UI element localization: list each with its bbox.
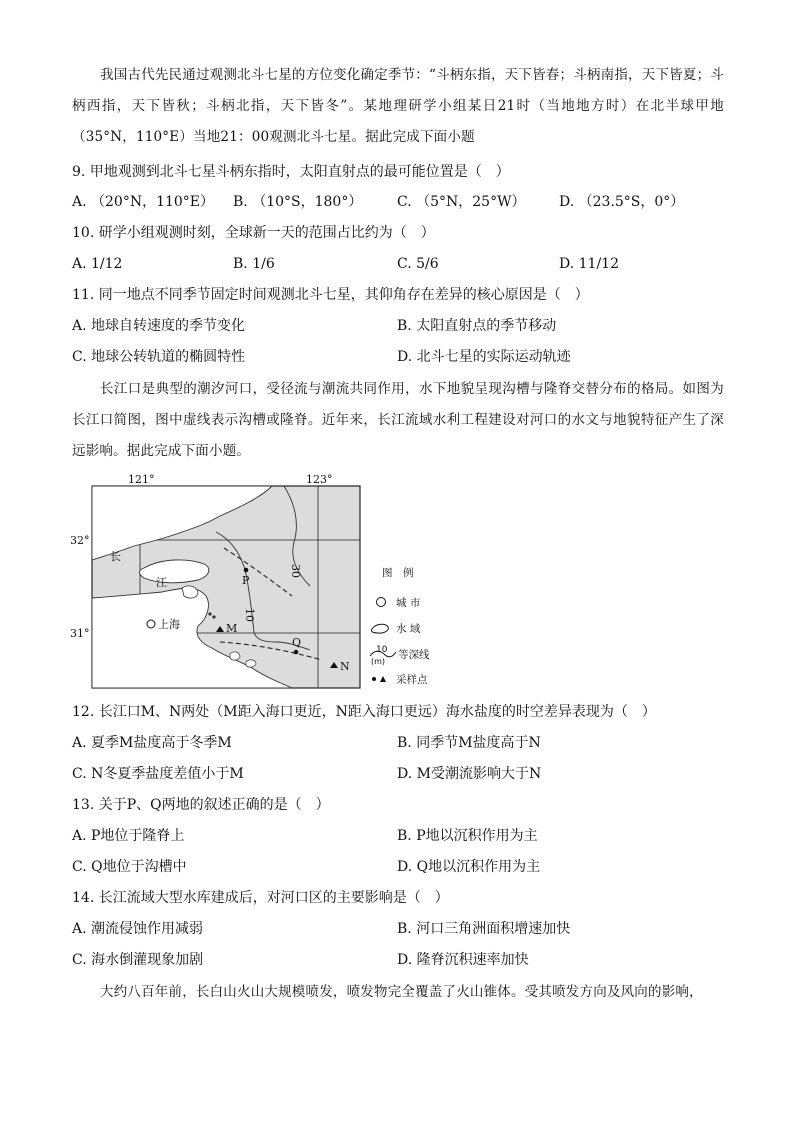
question-13-option-a: A. P地位于隆脊上 bbox=[72, 828, 185, 844]
question-9-stem: 9. 甲地观测到北斗七星斗柄东指时，太阳直射点的最可能位置是（ ） bbox=[72, 164, 510, 180]
legend-contour-label: 等深线 bbox=[398, 649, 430, 661]
legend-sample-triangle bbox=[380, 676, 386, 682]
question-12-option-c: C. N冬夏季盐度差值小于M bbox=[72, 766, 244, 782]
point-label-q: Q bbox=[292, 636, 302, 649]
question-10-option-d: D. 11/12 bbox=[559, 256, 619, 272]
question-10-option-b: B. 1/6 bbox=[233, 256, 275, 272]
contour-label-30: 30 bbox=[289, 564, 302, 578]
question-9-option-b: B. （10°S，180°） bbox=[233, 194, 363, 210]
question-12-stem: 12. 长江口M、N两处（M距入海口更近，N距入海口更远）海水盐度的时空差异表现为（ ） bbox=[72, 704, 656, 720]
question-13-option-b: B. P地以沉积作用为主 bbox=[397, 828, 538, 844]
question-14-option-d: D. 隆脊沉积速率加快 bbox=[397, 952, 529, 968]
river-label-chang: 长 bbox=[110, 550, 121, 563]
lon-label-123: 123° bbox=[306, 473, 333, 486]
legend-water-icon bbox=[371, 624, 388, 633]
legend-title: 图 例 bbox=[382, 567, 414, 579]
city-marker-shanghai bbox=[147, 620, 155, 628]
sample-point-p bbox=[244, 568, 249, 573]
legend-contour-value: 10 bbox=[376, 645, 388, 655]
legend-city-label: 城 市 bbox=[396, 597, 421, 609]
sample-point-q bbox=[294, 650, 299, 655]
city-label: 上海 bbox=[158, 618, 180, 631]
question-11-stem: 11. 同一地点不同季节固定时间观测北斗七星，其仰角存在差异的核心原因是（ ） bbox=[72, 287, 589, 303]
question-10-stem: 10. 研学小组观测时刻，全球新一天的范围占比约为（ ） bbox=[72, 225, 435, 241]
question-9-option-d: D. （23.5°S，0°） bbox=[559, 194, 685, 210]
legend-sample-label: 采样点 bbox=[396, 674, 428, 686]
legend-contour-unit: (m) bbox=[371, 657, 386, 666]
question-13-stem: 13. 关于P、Q两地的叙述正确的是（ ） bbox=[72, 797, 330, 813]
contour-label-10: 10 bbox=[243, 608, 256, 622]
yangtze-estuary-map bbox=[70, 472, 450, 694]
lat-label-31: 31° bbox=[70, 627, 90, 640]
question-11-option-a: A. 地球自转速度的季节变化 bbox=[72, 318, 246, 334]
question-12-option-d: D. M受潮流影响大于N bbox=[397, 766, 542, 782]
legend-water-label: 水 域 bbox=[396, 623, 421, 635]
islet-1 bbox=[230, 652, 240, 660]
islet-2 bbox=[246, 660, 256, 667]
question-14-option-b: B. 河口三角洲面积增速加快 bbox=[397, 921, 571, 937]
intro-passage-3: 大约八百年前，长白山火山大规模喷发，喷发物完全覆盖了火山锥体。受其喷发方向及风向的影响， bbox=[100, 984, 703, 1000]
question-11-option-c: C. 地球公转轨道的椭圆特性 bbox=[72, 349, 246, 365]
river-label-jiang: 江 bbox=[156, 576, 167, 589]
point-label-p: P bbox=[242, 574, 250, 587]
lon-label-121: 121° bbox=[128, 473, 155, 486]
legend-sample-dot bbox=[372, 677, 376, 681]
question-12-option-a: A. 夏季M盐度高于冬季M bbox=[72, 735, 232, 751]
question-14-option-c: C. 海水倒灌现象加剧 bbox=[72, 952, 204, 968]
question-9-option-c: C. （5°N，25°W） bbox=[397, 194, 526, 210]
dot-1 bbox=[208, 612, 211, 615]
question-9-option-a: A. （20°N，110°E） bbox=[72, 194, 215, 210]
lat-label-32: 32° bbox=[70, 534, 90, 547]
question-14-stem: 14. 长江流域大型水库建成后，对河口区的主要影响是（ ） bbox=[72, 890, 449, 906]
question-13-option-d: D. Q地以沉积作用为主 bbox=[397, 859, 541, 875]
question-10-option-c: C. 5/6 bbox=[397, 256, 439, 272]
intro-passage-1: 我国古代先民通过观测北斗七星的方位变化确定季节：“斗柄东指，天下皆春；斗柄南指，天下皆夏；斗柄西指，天下皆秋；斗柄北指，天下皆冬”。某地理研学小组某日21时（当地地方时）在北半球甲地（35°N，110°E）当地21：00观测北斗七星。据此完成下面小题 bbox=[72, 67, 724, 145]
intro-passage-2: 长江口是典型的潮汐河口，受径流与潮流共同作用，水下地貌呈现沟槽与隆脊交替分布的格局。如图为长江口简图，图中虚线表示沟槽或隆脊。近年来，长江流域水利工程建设对河口的水文与地貌特征产生了深远影响。据此完成下面小题。 bbox=[72, 381, 724, 459]
question-13-option-c: C. Q地位于沟槽中 bbox=[72, 859, 187, 875]
question-10-option-a: A. 1/12 bbox=[72, 256, 123, 272]
question-12-option-b: B. 同季节M盐度高于N bbox=[397, 735, 541, 751]
point-label-m: M bbox=[226, 622, 238, 635]
legend-city-icon bbox=[377, 598, 386, 607]
question-11-option-b: B. 太阳直射点的季节移动 bbox=[397, 318, 557, 334]
question-14-option-a: A. 潮流侵蚀作用减弱 bbox=[72, 921, 204, 937]
point-label-n: N bbox=[340, 660, 350, 673]
dot-2 bbox=[212, 615, 215, 618]
question-11-option-d: D. 北斗七星的实际运动轨迹 bbox=[397, 349, 571, 365]
